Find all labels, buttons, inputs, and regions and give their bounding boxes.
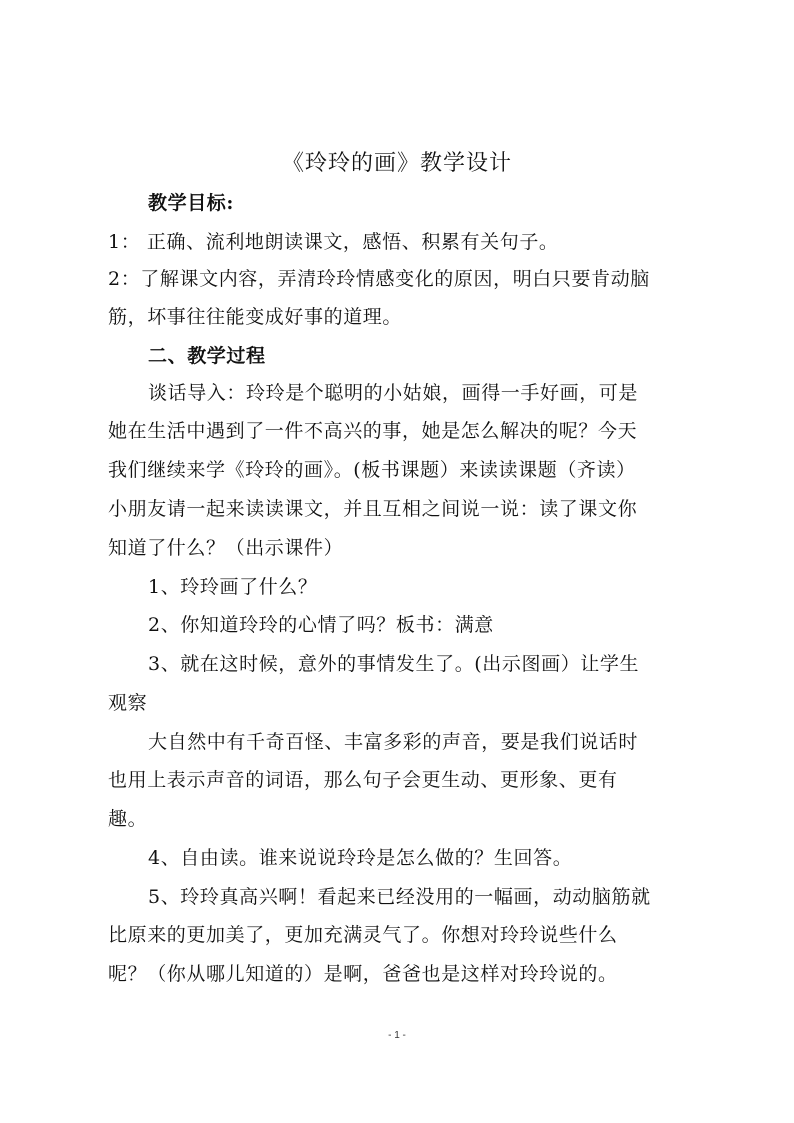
step-5-line-2: 比原来的更加美了，更加充满灵气了。你想对玲玲说些什么: [108, 924, 618, 946]
nature-line-3: 趣。: [108, 808, 148, 830]
intro-line-1: 谈话导入：玲玲是个聪明的小姑娘，画得一手好画，可是: [148, 382, 639, 404]
objective-2-line-2: 筋，坏事往往能变成好事的道理。: [108, 306, 403, 328]
nature-line-1: 大自然中有千奇百怪、丰富多彩的声音，要是我们说话时: [148, 731, 639, 753]
intro-line-5: 知道了什么？（出示课件）: [108, 537, 344, 559]
step-5-line-1: 5、玲玲真高兴啊！看起来已经没用的一幅画，动动脑筋就: [148, 886, 651, 908]
page-number: - 1 -: [388, 1030, 406, 1041]
objective-1: 1： 正确、流利地朗读课文，感悟、积累有关句子。: [108, 231, 559, 253]
objectives-heading: 教学目标:: [148, 192, 235, 214]
intro-line-2: 她在生活中遇到了一件不高兴的事，她是怎么解决的呢？今天: [108, 420, 638, 442]
step-5-line-3: 呢？（你从哪儿知道的）是啊，爸爸也是这样对玲玲说的。: [108, 963, 618, 985]
intro-line-4: 小朋友请一起来读读课文，并且互相之间说一说：读了课文你: [108, 498, 638, 520]
step-1: 1、玲玲画了什么？: [148, 576, 318, 598]
step-2: 2、你知道玲玲的心情了吗？板书：满意: [148, 614, 494, 636]
intro-line-3: 我们继续来学《玲玲的画》。(板书课题）来读读课题（齐读）: [108, 459, 636, 481]
objective-2-line-1: 2：了解课文内容，弄清玲玲情感变化的原因，明白只要肯动脑: [108, 268, 650, 290]
process-heading: 二、教学过程: [148, 345, 266, 367]
step-3-line-2: 观察: [108, 692, 148, 714]
nature-line-2: 也用上表示声音的词语，那么句子会更生动、更形象、更有: [108, 769, 618, 791]
step-4: 4、自由读。谁来说说玲玲是怎么做的？生回答。: [148, 847, 573, 869]
step-3-line-1: 3、就在这时候，意外的事情发生了。(出示图画）让学生: [148, 653, 640, 675]
document-title: 《玲玲的画》教学设计: [281, 151, 512, 176]
